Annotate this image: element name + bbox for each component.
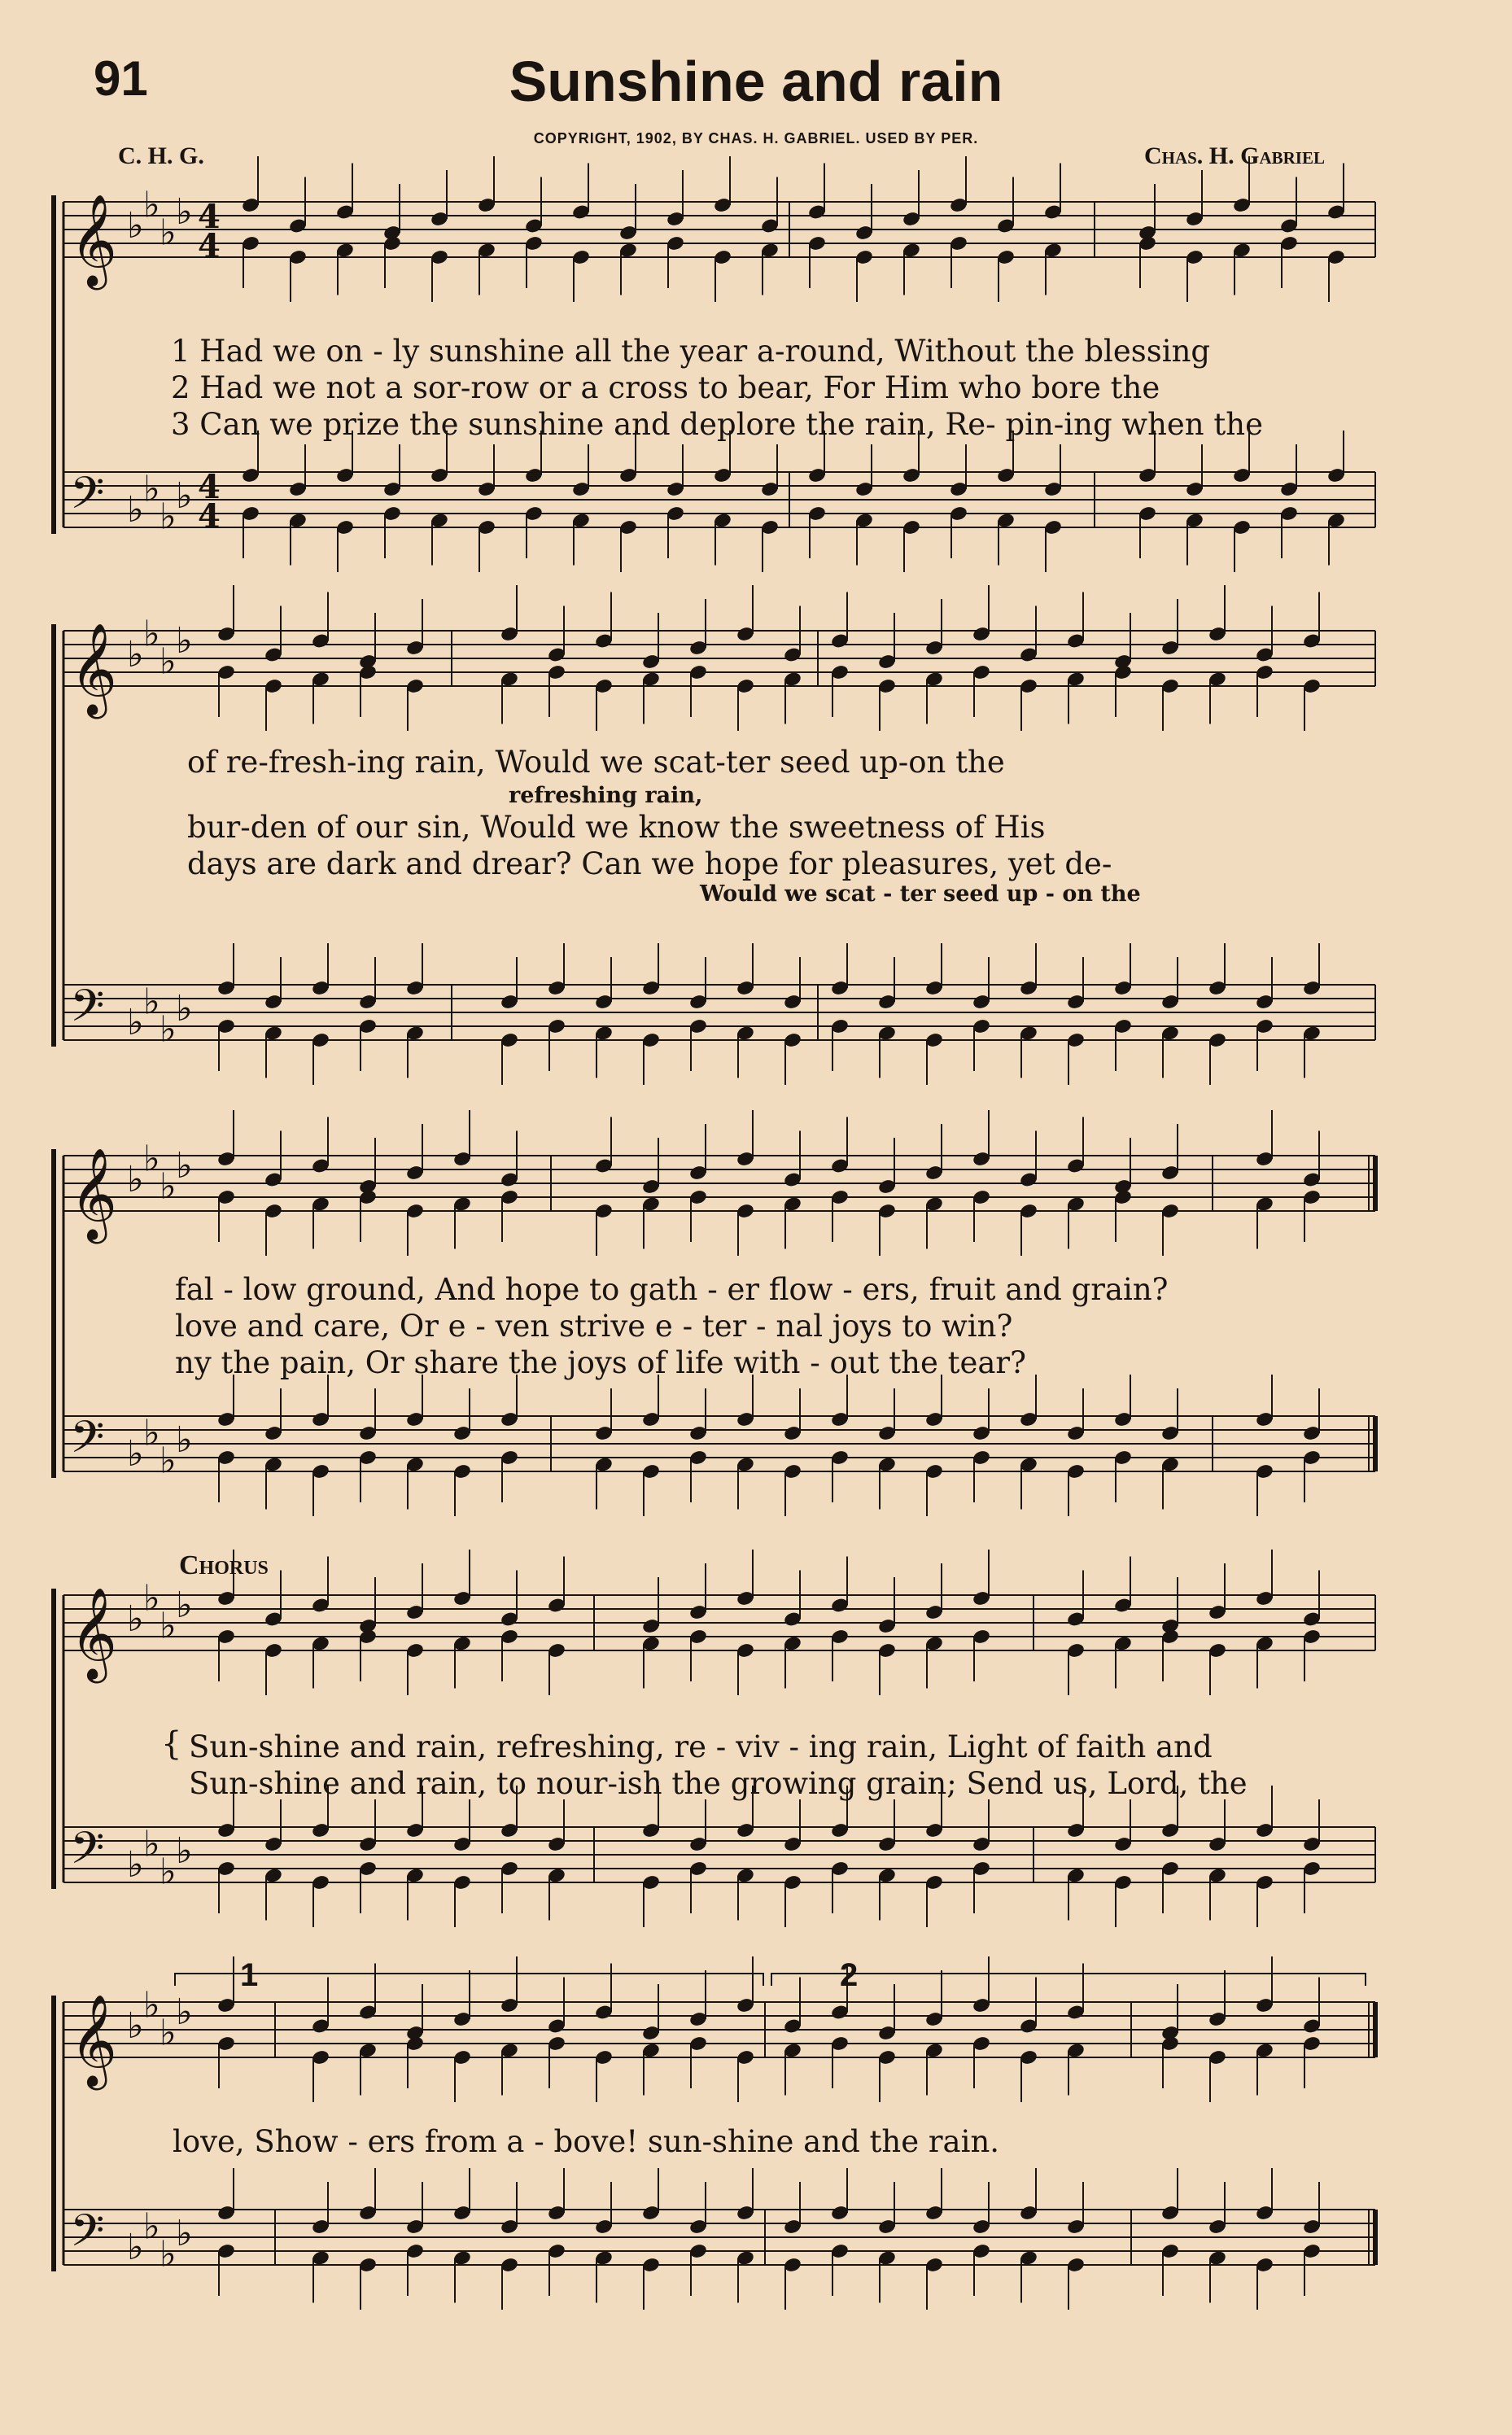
second-ending-number: 2 [840,1957,859,1993]
flat-sign-icon: ♭ [160,1440,177,1482]
flat-sign-icon: ♭ [176,988,193,1030]
bass-clef-icon: 𝄢 [70,1822,105,1885]
time-signature-bottom: 4 [198,497,221,536]
lyric-chorus-line2: Sun-shine and rain, to nour-ish the growing grain; Send us, Lord, the [189,1766,1248,1801]
lyric-system2-verse1: of re-fresh-ing rain, Would we scat-ter seed up-on the [187,745,1005,780]
treble-clef-icon: 𝄞 [70,1994,117,2087]
flat-sign-icon: ♭ [176,1585,193,1626]
lyric-system1-verse2: 2 Had we not a sor-row or a cross to bear, For Him who bore the [171,370,1160,405]
bass-clef-icon: 𝄢 [70,467,105,530]
flat-sign-icon: ♭ [127,1598,144,1640]
flat-sign-icon: ♭ [127,205,144,247]
bass-clef-icon: 𝄢 [70,1411,105,1474]
flat-sign-icon: ♭ [160,212,177,254]
treble-clef-icon: 𝄞 [70,623,117,715]
flat-sign-icon: ♭ [176,1419,193,1461]
time-signature-bottom: 4 [198,227,221,265]
page-number: 91 [94,51,148,106]
flat-sign-icon: ♭ [176,1991,193,2033]
flat-sign-icon: ♭ [143,468,160,510]
bass-clef-icon: 𝄢 [70,980,105,1043]
lyric-chorus-line1: Sun-shine and rain, refreshing, re - viv - ing rain, Light of faith and [189,1729,1213,1764]
flat-sign-icon: ♭ [143,1138,160,1180]
flat-sign-icon: ♭ [143,1577,160,1620]
lyric-system3-verse3: ny the pain, Or share the joys of life with - out the tear? [175,1345,1026,1380]
treble-clef-icon: 𝄞 [70,1587,117,1680]
hymn-title: Sunshine and rain [509,50,1003,113]
flat-sign-icon: ♭ [160,640,177,683]
lyric-system3-verse1: fal - low ground, And hope to gath - er flow - ers, fruit and grain? [175,1272,1169,1307]
flat-sign-icon: ♭ [160,1851,177,1893]
flat-sign-icon: ♭ [127,1002,144,1043]
flat-sign-icon: ♭ [160,1008,177,1051]
treble-clef-icon: 𝄞 [70,194,117,286]
flat-sign-icon: ♭ [143,613,160,655]
chorus-brace: { [161,1725,182,1763]
lyric-system1-verse1: 1 Had we on - ly sunshine all the year a-round, Without the blessing [171,334,1211,369]
flat-sign-icon: ♭ [160,2012,177,2054]
flat-sign-icon: ♭ [176,620,193,662]
final-barline [1373,2002,1378,2057]
flat-sign-icon: ♭ [127,634,144,675]
flat-sign-icon: ♭ [143,1984,160,2026]
lyric-system2-verse2: bur-den of our sin, Would we know the sweetness of His [187,810,1046,845]
composer-name: Chas. H. Gabriel [1143,142,1325,169]
lyric-system2-verse3: days are dark and drear? Can we hope for pleasures, yet de- [187,846,1112,881]
chorus-label: Chorus [179,1550,269,1580]
time-signature-top: 4 [198,468,221,506]
final-barline [1373,1416,1378,1471]
flat-sign-icon: ♭ [160,2233,177,2275]
flat-sign-icon: ♭ [143,2205,160,2248]
time-signature-top: 4 [198,198,221,236]
flat-sign-icon: ♭ [143,981,160,1023]
second-ending-bracket [771,1974,1366,1986]
flat-sign-icon: ♭ [127,1433,144,1475]
lyric-system2-bass-echo: Would we scat - ter seed up - on the [700,881,1141,907]
flat-sign-icon: ♭ [143,1823,160,1865]
copyright-notice: COPYRIGHT, 1902, BY CHAS. H. GABRIEL. USED BY PER. [533,130,979,146]
lyric-system1-verse3: 3 Can we prize the sunshine and deplore the rain, Re- pin-ing when the [171,407,1263,442]
flat-sign-icon: ♭ [127,1159,144,1200]
flat-sign-icon: ♭ [160,1605,177,1647]
flat-sign-icon: ♭ [160,1165,177,1208]
first-ending-number: 1 [240,1957,259,1993]
lyric-system3-verse2: love and care, Or e - ven strive e - ter - nal joys to win? [175,1309,1013,1344]
lyric-final-line: love, Show - ers from a - bove! sun-shine and the rain. [173,2124,1000,2159]
flat-sign-icon: ♭ [176,2213,193,2254]
treble-clef-icon: 𝄞 [70,1148,117,1240]
flat-sign-icon: ♭ [143,1412,160,1454]
flat-sign-icon: ♭ [176,1830,193,1872]
flat-sign-icon: ♭ [176,1145,193,1187]
flat-sign-icon: ♭ [127,489,144,531]
flat-sign-icon: ♭ [127,1844,144,1886]
flat-sign-icon: ♭ [176,191,193,233]
flat-sign-icon: ♭ [160,496,177,538]
flat-sign-icon: ♭ [176,475,193,517]
bass-clef-icon: 𝄢 [70,2205,105,2267]
flat-sign-icon: ♭ [143,184,160,226]
lyric-system2-echo: refreshing rain, [509,783,703,808]
flat-sign-icon: ♭ [127,2005,144,2047]
final-barline [1373,1156,1378,1211]
lyricist-initials: C. H. G. [118,142,204,169]
final-barline [1373,2210,1378,2265]
flat-sign-icon: ♭ [127,2227,144,2268]
